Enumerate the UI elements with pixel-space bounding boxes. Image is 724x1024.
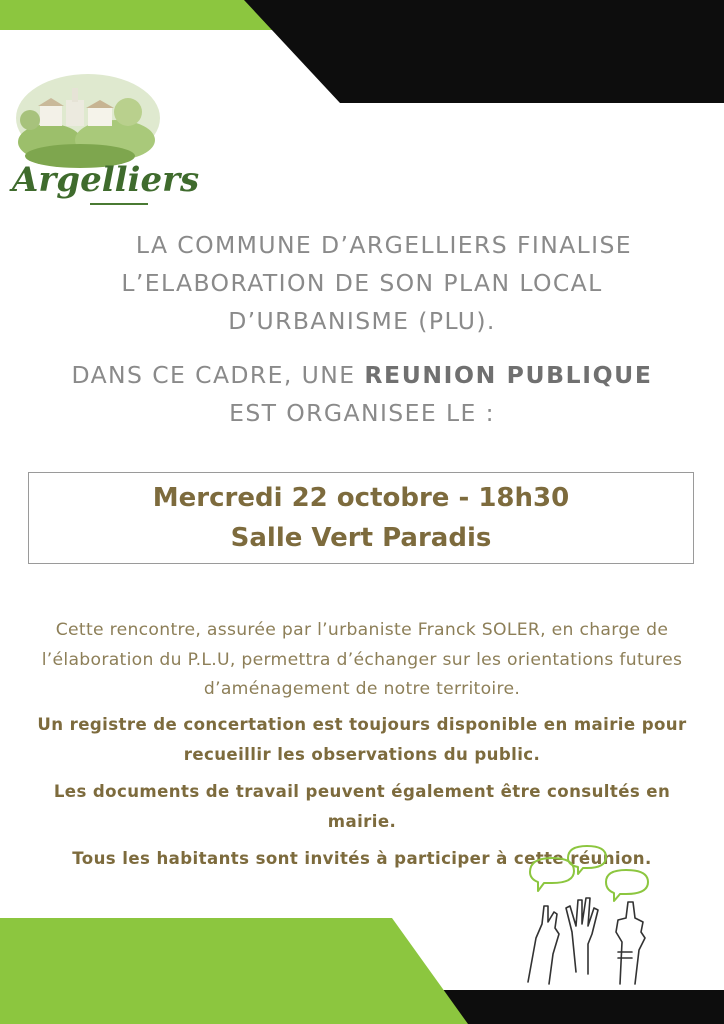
intro-line-5: EST ORGANISEE LE : bbox=[229, 399, 495, 427]
intro-line-3: D’URBANISME (PLU). bbox=[228, 307, 496, 335]
registre-notice: Un registre de concertation est toujours disponible en mairie pour recueillir les observations du public. bbox=[37, 715, 687, 764]
event-venue: Salle Vert Paradis bbox=[230, 523, 492, 553]
invitation-notice: Tous les habitants sont invités à participer à cette réunion. bbox=[72, 849, 652, 868]
logo-underline bbox=[90, 203, 148, 205]
reunion-publique-emphasis: REUNION PUBLIQUE bbox=[364, 361, 653, 389]
documents-notice: Les documents de travail peuvent également être consultés en mairie. bbox=[53, 782, 671, 831]
event-date-time: Mercredi 22 octobre - 18h30 bbox=[152, 483, 570, 513]
top-black-band bbox=[244, 0, 724, 103]
bottom-green-band bbox=[0, 918, 468, 1024]
event-box bbox=[28, 472, 694, 564]
intro-line-4-text: DANS CE CADRE, UNE bbox=[71, 361, 365, 389]
raised-hands-speech-bubbles-icon bbox=[510, 842, 670, 992]
meeting-description: Cette rencontre, assurée par l’urbaniste Franck SOLER, en charge de l’élaboration du P.L.U, permettra d’échanger sur les orientations futures d’aménagement de notre territoire. bbox=[41, 620, 683, 699]
intro-line-1: LA COMMUNE D’ARGELLIERS FINALISE bbox=[135, 231, 633, 259]
intro-line-4 bbox=[40, 356, 684, 394]
logo-wordmark: Argelliers bbox=[12, 160, 200, 200]
intro-line-2: L’ELABORATION DE SON PLAN LOCAL bbox=[121, 269, 603, 297]
